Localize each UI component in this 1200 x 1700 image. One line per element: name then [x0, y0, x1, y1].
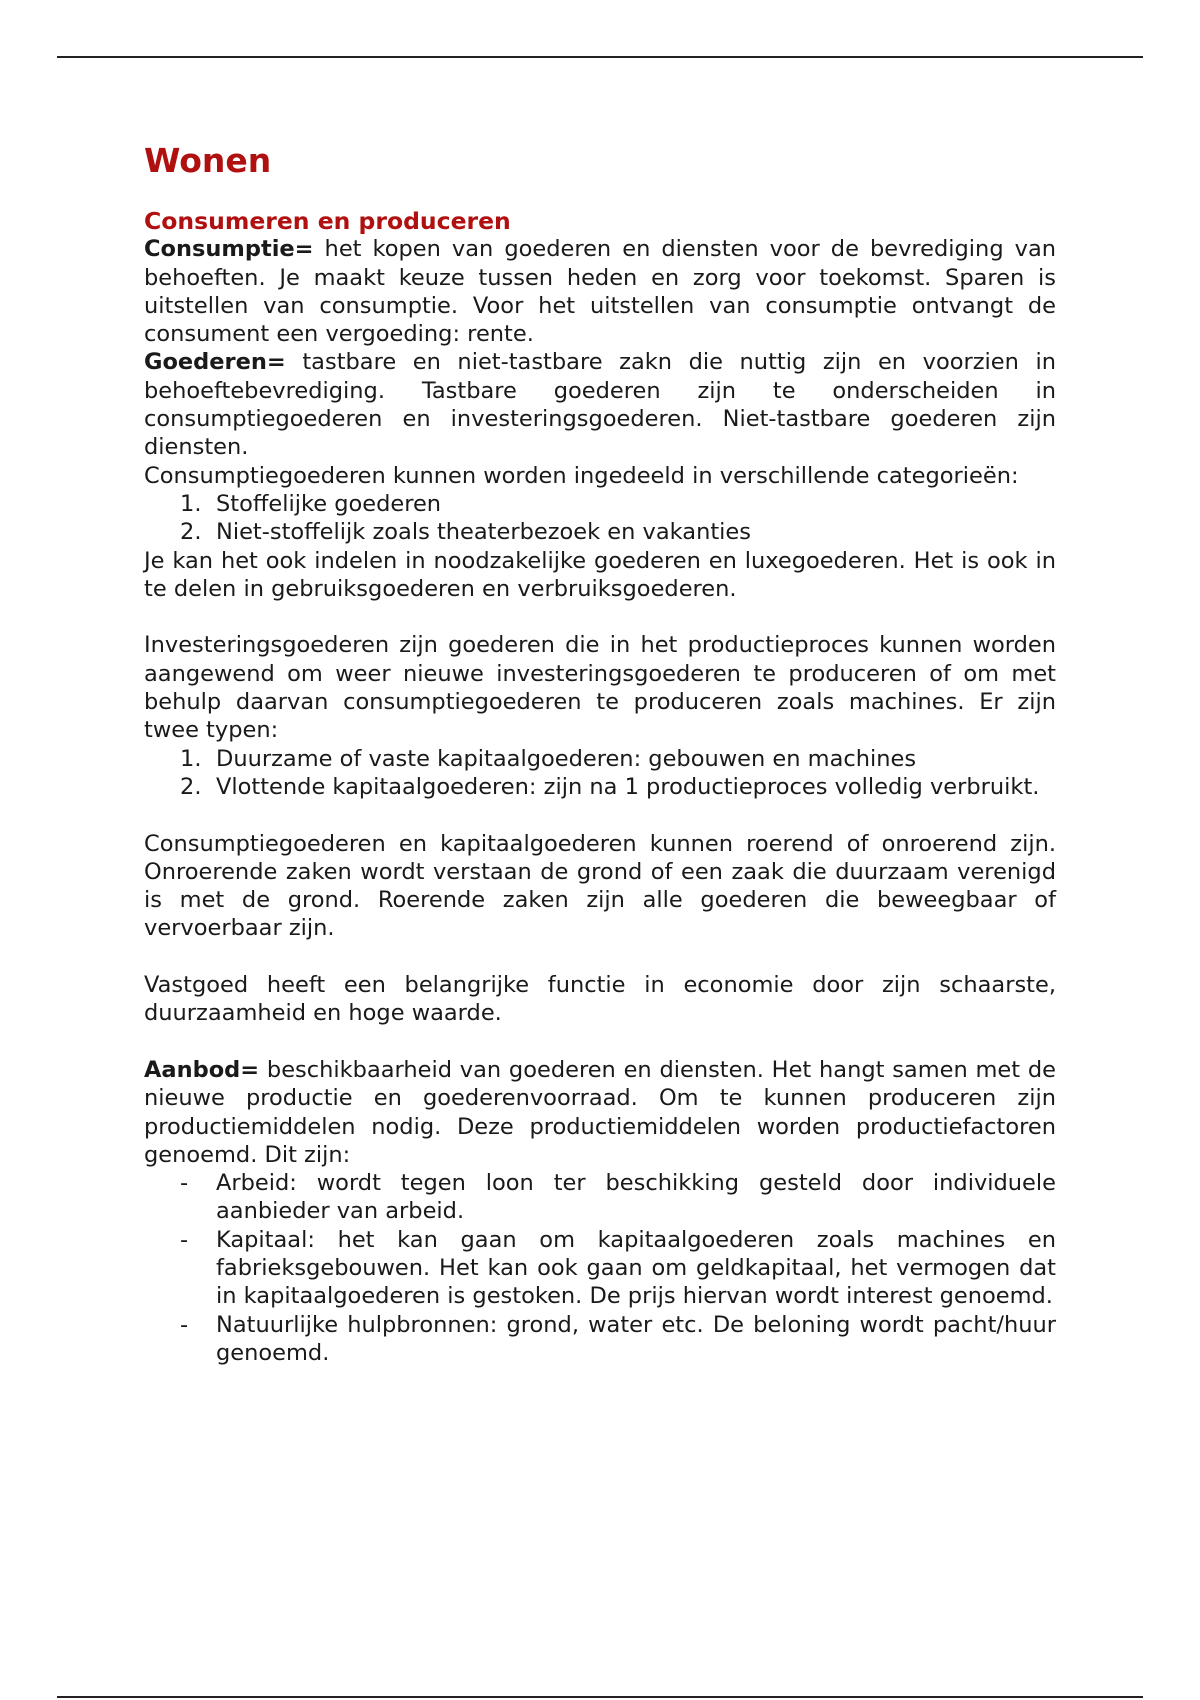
aanbod-paragraph — [144, 1056, 1056, 1169]
consumptiegoederen-list — [144, 490, 1056, 547]
bottom-rule — [57, 1696, 1143, 1698]
list-marker: - — [180, 1311, 189, 1338]
list-marker: 1. — [180, 745, 202, 772]
list-marker: 2. — [180, 773, 202, 800]
list-item — [144, 1311, 1056, 1368]
list-item — [144, 518, 1056, 546]
list-item-text: Duurzame of vaste kapitaalgoederen: gebouwen en machines — [216, 745, 917, 772]
top-rule — [57, 56, 1143, 58]
list-item — [144, 490, 1056, 518]
goederen-text: tastbare en niet-tastbare zakn die nuttig zijn en voorzien in behoeftebevrediging. Tastbare goederen zijn te onderscheiden in consumptiegoederen en investeringsgoederen. Niet-tastbare goederen zijn diensten. — [144, 349, 1056, 461]
aanbod-term: Aanbod= — [144, 1056, 260, 1083]
investeringsgoederen-list — [144, 745, 1056, 802]
consumptie-text: het kopen van goederen en diensten voor de bevrediging van behoeften. Je maakt keuze tussen heden en zorg voor toekomst. Sparen is uitstellen van consumptie. Voor het uitstellen van consumptie ontvangt de consument een vergoeding: rente. — [144, 236, 1056, 348]
list-item-text: Niet-stoffelijk zoals theaterbezoek en vakanties — [216, 519, 751, 546]
consumptiegoederen-outro: Je kan het ook indelen in noodzakelijke goederen en luxegoederen. Het is ook in te delen in gebruiksgoederen en verbruiksgoederen. — [144, 547, 1056, 602]
list-item-text: Vlottende kapitaalgoederen: zijn na 1 productieproces volledig verbruikt. — [216, 773, 1040, 800]
investeringsgoederen-intro: Investeringsgoederen zijn goederen die in het productieproces kunnen worden aangewend om weer nieuwe investeringsgoederen te produceren of om met behulp daarvan consumptiegoederen te produceren zoals machines. Er zijn twee typen: — [144, 632, 1056, 744]
section-heading: Consumeren en produceren — [144, 207, 511, 235]
list-marker: - — [180, 1226, 189, 1253]
productiefactoren-list — [144, 1169, 1056, 1367]
list-item — [144, 1226, 1056, 1311]
list-item — [144, 745, 1056, 773]
list-item-text: Natuurlijke hulpbronnen: grond, water etc. De beloning wordt pacht/huur genoemd. — [216, 1311, 1056, 1366]
list-marker: 2. — [180, 519, 202, 546]
page-title: Wonen — [144, 141, 272, 180]
consumptie-paragraph — [144, 235, 1056, 348]
list-item — [144, 1169, 1056, 1226]
consumptiegoederen-intro: Consumptiegoederen kunnen worden ingedeeld in verschillende categorieën: — [144, 462, 1019, 489]
list-item-text: Stoffelijke goederen — [216, 490, 442, 517]
page-content — [144, 136, 1056, 1367]
roerend-paragraph: Consumptiegoederen en kapitaalgoederen kunnen roerend of onroerend zijn. Onroerende zaken wordt verstaan de grond of een zaak die duurzaam verenigd is met de grond. Roerende zaken zijn alle goederen die beweegbaar of vervoerbaar zijn. — [144, 830, 1056, 942]
list-item — [144, 773, 1056, 801]
consumptie-term: Consumptie= — [144, 236, 314, 263]
vastgoed-paragraph: Vastgoed heeft een belangrijke functie in economie door zijn schaarste, duurzaamheid en hoge waarde. — [144, 972, 1056, 1027]
list-marker: - — [180, 1170, 189, 1197]
list-item-text: Kapitaal: het kan gaan om kapitaalgoederen zoals machines en fabrieksgebouwen. Het kan ook gaan om geldkapitaal, het vermogen dat in kapitaalgoederen is gestoken. De prijs hiervan wordt interest genoemd. — [216, 1226, 1056, 1310]
goederen-term: Goederen= — [144, 349, 286, 376]
aanbod-text: beschikbaarheid van goederen en diensten. Het hangt samen met de nieuwe productie en goederenvoorraad. Om te kunnen produceren zijn productiemiddelen nodig. Deze productiemiddelen worden productiefactoren genoemd. Dit zijn: — [144, 1056, 1056, 1168]
list-item-text: Arbeid: wordt tegen loon ter beschikking gesteld door individuele aanbieder van arbeid. — [216, 1170, 1056, 1225]
goederen-paragraph — [144, 348, 1056, 461]
list-marker: 1. — [180, 490, 202, 517]
